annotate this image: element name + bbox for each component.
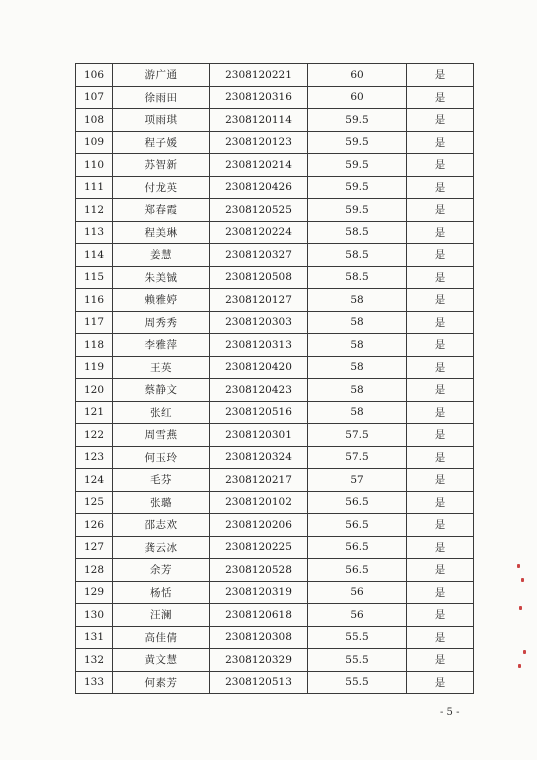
row-number-cell: 120 bbox=[76, 379, 113, 402]
table-row bbox=[76, 424, 474, 447]
candidate-id-cell: 2308120102 bbox=[210, 491, 308, 514]
table-row bbox=[76, 604, 474, 627]
qualified-cell: 是 bbox=[407, 491, 474, 514]
table-row bbox=[76, 626, 474, 649]
page-number: - 5 - bbox=[440, 707, 460, 718]
qualified-cell: 是 bbox=[407, 581, 474, 604]
qualified-cell: 是 bbox=[407, 221, 474, 244]
qualified-cell: 是 bbox=[407, 131, 474, 154]
table-row bbox=[76, 334, 474, 357]
score-cell: 58 bbox=[308, 401, 407, 424]
candidate-id-cell: 2308120313 bbox=[210, 334, 308, 357]
results-table bbox=[75, 63, 474, 694]
candidate-id-cell: 2308120508 bbox=[210, 266, 308, 289]
name-cell: 蔡静文 bbox=[113, 379, 210, 402]
name-cell: 张璐 bbox=[113, 491, 210, 514]
qualified-cell: 是 bbox=[407, 514, 474, 537]
qualified-cell: 是 bbox=[407, 469, 474, 492]
candidate-id-cell: 2308120206 bbox=[210, 514, 308, 537]
row-number-cell: 107 bbox=[76, 86, 113, 109]
table-row bbox=[76, 154, 474, 177]
qualified-cell: 是 bbox=[407, 424, 474, 447]
qualified-cell: 是 bbox=[407, 626, 474, 649]
stamp-edge-marks bbox=[515, 560, 529, 680]
name-cell: 高佳倩 bbox=[113, 626, 210, 649]
row-number-cell: 124 bbox=[76, 469, 113, 492]
row-number-cell: 118 bbox=[76, 334, 113, 357]
score-cell: 58 bbox=[308, 356, 407, 379]
candidate-id-cell: 2308120324 bbox=[210, 446, 308, 469]
table-row bbox=[76, 356, 474, 379]
table-row bbox=[76, 131, 474, 154]
row-number-cell: 115 bbox=[76, 266, 113, 289]
row-number-cell: 109 bbox=[76, 131, 113, 154]
name-cell: 王英 bbox=[113, 356, 210, 379]
score-cell: 58 bbox=[308, 334, 407, 357]
score-cell: 56 bbox=[308, 604, 407, 627]
name-cell: 龚云冰 bbox=[113, 536, 210, 559]
table-row bbox=[76, 176, 474, 199]
score-cell: 55.5 bbox=[308, 671, 407, 694]
candidate-id-cell: 2308120426 bbox=[210, 176, 308, 199]
name-cell: 徐雨田 bbox=[113, 86, 210, 109]
name-cell: 杨恬 bbox=[113, 581, 210, 604]
name-cell: 何素芳 bbox=[113, 671, 210, 694]
candidate-id-cell: 2308120319 bbox=[210, 581, 308, 604]
name-cell: 邵志欢 bbox=[113, 514, 210, 537]
score-cell: 58 bbox=[308, 379, 407, 402]
qualified-cell: 是 bbox=[407, 379, 474, 402]
row-number-cell: 131 bbox=[76, 626, 113, 649]
table-row bbox=[76, 671, 474, 694]
row-number-cell: 110 bbox=[76, 154, 113, 177]
candidate-id-cell: 2308120420 bbox=[210, 356, 308, 379]
candidate-id-cell: 2308120327 bbox=[210, 244, 308, 267]
qualified-cell: 是 bbox=[407, 64, 474, 87]
score-cell: 58.5 bbox=[308, 244, 407, 267]
qualified-cell: 是 bbox=[407, 176, 474, 199]
candidate-id-cell: 2308120214 bbox=[210, 154, 308, 177]
table-row bbox=[76, 64, 474, 87]
score-cell: 59.5 bbox=[308, 199, 407, 222]
score-cell: 55.5 bbox=[308, 649, 407, 672]
table-row bbox=[76, 379, 474, 402]
table-row bbox=[76, 266, 474, 289]
score-cell: 59.5 bbox=[308, 109, 407, 132]
candidate-id-cell: 2308120316 bbox=[210, 86, 308, 109]
candidate-id-cell: 2308120303 bbox=[210, 311, 308, 334]
candidate-id-cell: 2308120525 bbox=[210, 199, 308, 222]
candidate-id-cell: 2308120127 bbox=[210, 289, 308, 312]
table-row bbox=[76, 109, 474, 132]
table-row bbox=[76, 221, 474, 244]
score-cell: 56.5 bbox=[308, 559, 407, 582]
row-number-cell: 108 bbox=[76, 109, 113, 132]
row-number-cell: 119 bbox=[76, 356, 113, 379]
candidate-id-cell: 2308120301 bbox=[210, 424, 308, 447]
candidate-id-cell: 2308120528 bbox=[210, 559, 308, 582]
candidate-id-cell: 2308120221 bbox=[210, 64, 308, 87]
row-number-cell: 106 bbox=[76, 64, 113, 87]
table-row bbox=[76, 559, 474, 582]
table-row bbox=[76, 581, 474, 604]
qualified-cell: 是 bbox=[407, 154, 474, 177]
qualified-cell: 是 bbox=[407, 559, 474, 582]
qualified-cell: 是 bbox=[407, 536, 474, 559]
score-cell: 58.5 bbox=[308, 266, 407, 289]
qualified-cell: 是 bbox=[407, 604, 474, 627]
row-number-cell: 116 bbox=[76, 289, 113, 312]
name-cell: 项雨琪 bbox=[113, 109, 210, 132]
name-cell: 汪澜 bbox=[113, 604, 210, 627]
name-cell: 付龙英 bbox=[113, 176, 210, 199]
candidate-id-cell: 2308120224 bbox=[210, 221, 308, 244]
qualified-cell: 是 bbox=[407, 311, 474, 334]
score-cell: 56.5 bbox=[308, 514, 407, 537]
name-cell: 张红 bbox=[113, 401, 210, 424]
candidate-id-cell: 2308120618 bbox=[210, 604, 308, 627]
table-row bbox=[76, 311, 474, 334]
row-number-cell: 114 bbox=[76, 244, 113, 267]
score-cell: 59.5 bbox=[308, 154, 407, 177]
results-table-body bbox=[76, 64, 474, 694]
candidate-id-cell: 2308120217 bbox=[210, 469, 308, 492]
score-cell: 57.5 bbox=[308, 446, 407, 469]
candidate-id-cell: 2308120423 bbox=[210, 379, 308, 402]
name-cell: 朱美铖 bbox=[113, 266, 210, 289]
name-cell: 周雪燕 bbox=[113, 424, 210, 447]
qualified-cell: 是 bbox=[407, 401, 474, 424]
qualified-cell: 是 bbox=[407, 334, 474, 357]
candidate-id-cell: 2308120516 bbox=[210, 401, 308, 424]
score-cell: 58 bbox=[308, 289, 407, 312]
score-cell: 57.5 bbox=[308, 424, 407, 447]
row-number-cell: 130 bbox=[76, 604, 113, 627]
qualified-cell: 是 bbox=[407, 199, 474, 222]
row-number-cell: 127 bbox=[76, 536, 113, 559]
score-cell: 57 bbox=[308, 469, 407, 492]
name-cell: 李雅萍 bbox=[113, 334, 210, 357]
table-row bbox=[76, 514, 474, 537]
score-cell: 56.5 bbox=[308, 491, 407, 514]
candidate-id-cell: 2308120308 bbox=[210, 626, 308, 649]
score-cell: 58 bbox=[308, 311, 407, 334]
qualified-cell: 是 bbox=[407, 356, 474, 379]
qualified-cell: 是 bbox=[407, 671, 474, 694]
name-cell: 程美琳 bbox=[113, 221, 210, 244]
qualified-cell: 是 bbox=[407, 649, 474, 672]
candidate-id-cell: 2308120123 bbox=[210, 131, 308, 154]
row-number-cell: 112 bbox=[76, 199, 113, 222]
row-number-cell: 132 bbox=[76, 649, 113, 672]
qualified-cell: 是 bbox=[407, 244, 474, 267]
row-number-cell: 117 bbox=[76, 311, 113, 334]
table-row bbox=[76, 491, 474, 514]
row-number-cell: 123 bbox=[76, 446, 113, 469]
name-cell: 郑春霞 bbox=[113, 199, 210, 222]
candidate-id-cell: 2308120513 bbox=[210, 671, 308, 694]
score-cell: 60 bbox=[308, 86, 407, 109]
name-cell: 周秀秀 bbox=[113, 311, 210, 334]
row-number-cell: 125 bbox=[76, 491, 113, 514]
table-row bbox=[76, 199, 474, 222]
name-cell: 毛芬 bbox=[113, 469, 210, 492]
table-row bbox=[76, 244, 474, 267]
name-cell: 何玉玲 bbox=[113, 446, 210, 469]
score-cell: 55.5 bbox=[308, 626, 407, 649]
row-number-cell: 126 bbox=[76, 514, 113, 537]
row-number-cell: 128 bbox=[76, 559, 113, 582]
score-cell: 56 bbox=[308, 581, 407, 604]
name-cell: 姜慧 bbox=[113, 244, 210, 267]
qualified-cell: 是 bbox=[407, 289, 474, 312]
score-cell: 58.5 bbox=[308, 221, 407, 244]
table-row bbox=[76, 469, 474, 492]
candidate-id-cell: 2308120225 bbox=[210, 536, 308, 559]
name-cell: 苏智新 bbox=[113, 154, 210, 177]
candidate-id-cell: 2308120329 bbox=[210, 649, 308, 672]
qualified-cell: 是 bbox=[407, 86, 474, 109]
name-cell: 游广通 bbox=[113, 64, 210, 87]
table-row bbox=[76, 446, 474, 469]
score-cell: 60 bbox=[308, 64, 407, 87]
row-number-cell: 121 bbox=[76, 401, 113, 424]
table-row bbox=[76, 536, 474, 559]
qualified-cell: 是 bbox=[407, 446, 474, 469]
score-cell: 59.5 bbox=[308, 131, 407, 154]
score-cell: 56.5 bbox=[308, 536, 407, 559]
name-cell: 黄文慧 bbox=[113, 649, 210, 672]
table-row bbox=[76, 289, 474, 312]
row-number-cell: 122 bbox=[76, 424, 113, 447]
name-cell: 赖雅婷 bbox=[113, 289, 210, 312]
table-row bbox=[76, 649, 474, 672]
row-number-cell: 129 bbox=[76, 581, 113, 604]
table-row bbox=[76, 401, 474, 424]
candidate-id-cell: 2308120114 bbox=[210, 109, 308, 132]
qualified-cell: 是 bbox=[407, 266, 474, 289]
name-cell: 余芳 bbox=[113, 559, 210, 582]
table-row bbox=[76, 86, 474, 109]
name-cell: 程子媛 bbox=[113, 131, 210, 154]
row-number-cell: 111 bbox=[76, 176, 113, 199]
row-number-cell: 113 bbox=[76, 221, 113, 244]
qualified-cell: 是 bbox=[407, 109, 474, 132]
score-cell: 59.5 bbox=[308, 176, 407, 199]
row-number-cell: 133 bbox=[76, 671, 113, 694]
